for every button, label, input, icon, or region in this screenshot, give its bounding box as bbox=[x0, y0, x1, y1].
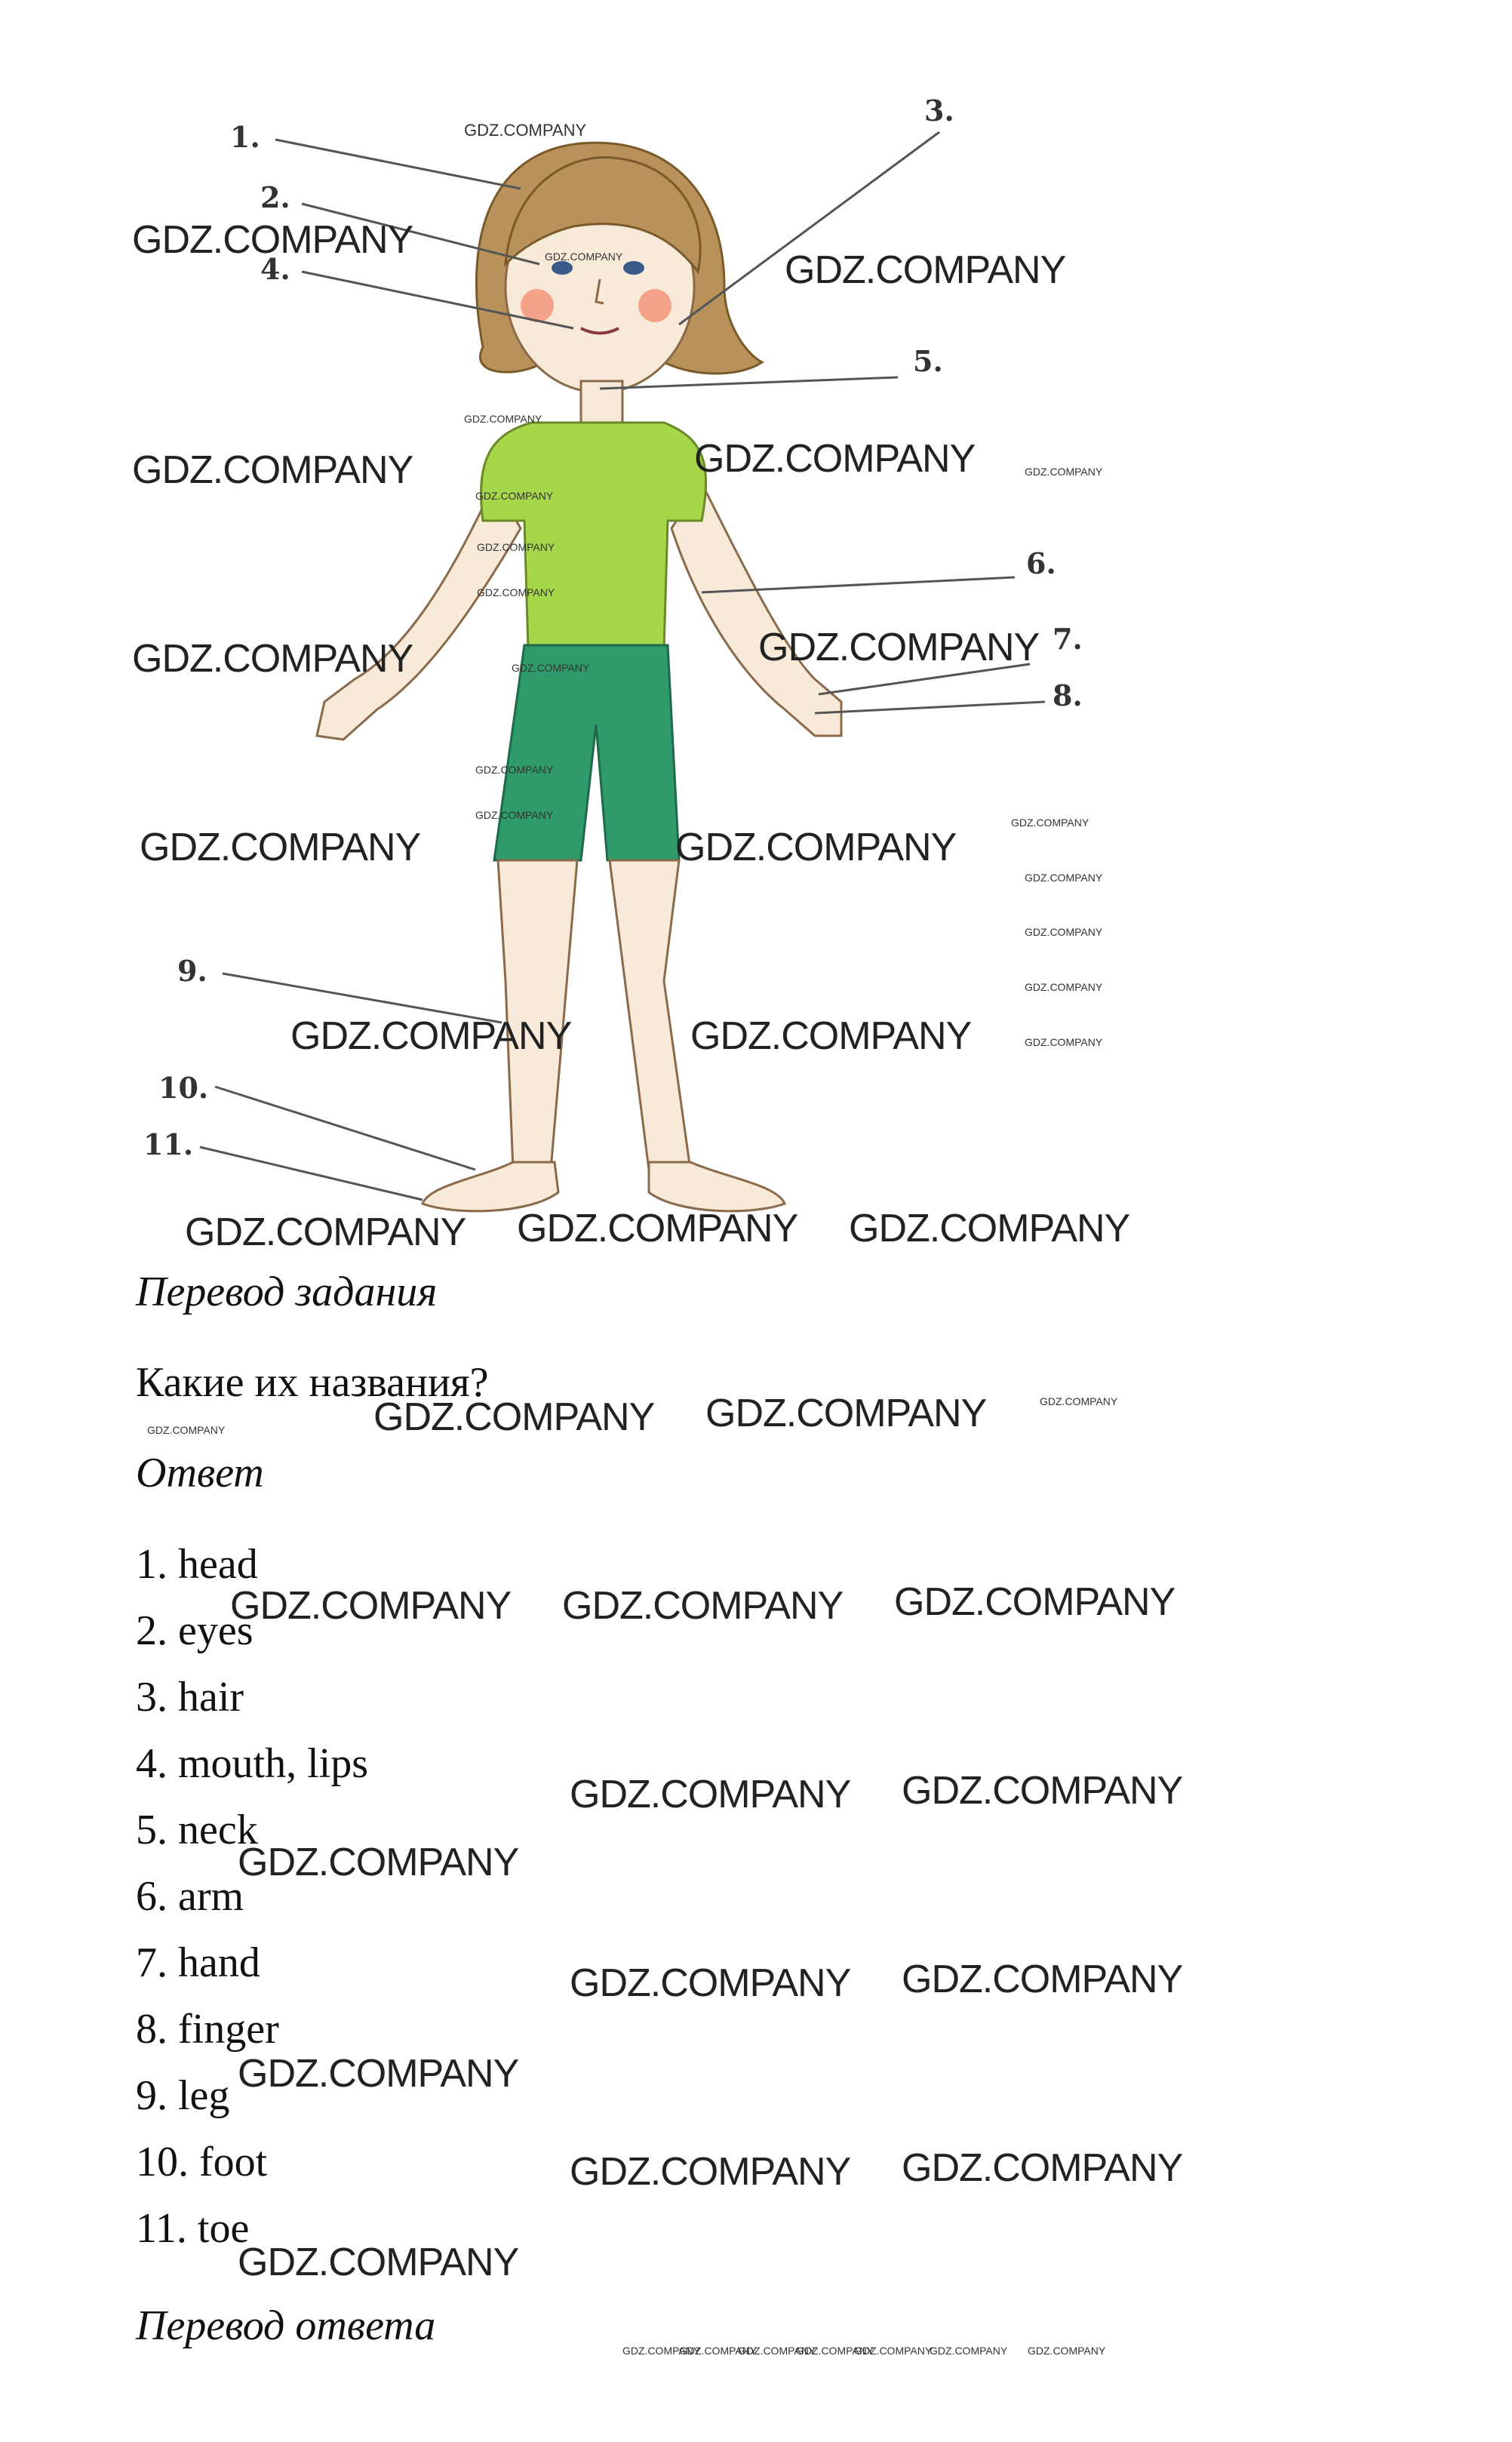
watermark: GDZ.COMPANY bbox=[694, 437, 976, 481]
label-5: 5. bbox=[913, 344, 943, 378]
watermark: GDZ.COMPANY bbox=[570, 2150, 851, 2194]
right-foot bbox=[649, 1162, 785, 1211]
watermark: GDZ.COMPANY bbox=[690, 1014, 972, 1058]
answer-item: 5. neck bbox=[136, 1807, 258, 1853]
watermark: GDZ.COMPANY bbox=[562, 1584, 844, 1628]
watermark: GDZ.COMPANY bbox=[132, 637, 413, 681]
watermark: GDZ.COMPANY bbox=[477, 541, 555, 553]
watermark: GDZ.COMPANY bbox=[147, 1424, 226, 1436]
label-6: 6. bbox=[1026, 546, 1056, 580]
watermark: GDZ.COMPANY bbox=[140, 826, 421, 869]
watermark: GDZ.COMPANY bbox=[570, 1773, 851, 1816]
label-1: 1. bbox=[230, 120, 260, 154]
label-7: 7. bbox=[1053, 622, 1083, 656]
watermark: GDZ.COMPANY bbox=[545, 251, 623, 263]
watermark: GDZ.COMPANY bbox=[475, 764, 554, 776]
label-10: 10. bbox=[158, 1071, 209, 1105]
watermark: GDZ.COMPANY bbox=[849, 1207, 1130, 1250]
watermark: GDZ.COMPANY bbox=[902, 1769, 1183, 1813]
answer-item: 3. hair bbox=[136, 1674, 244, 1721]
watermark: GDZ.COMPANY bbox=[796, 2345, 874, 2357]
watermark: GDZ.COMPANY bbox=[1025, 466, 1103, 478]
answer-item: 7. hand bbox=[136, 1939, 260, 1986]
watermark: GDZ.COMPANY bbox=[1025, 872, 1103, 884]
watermark: GDZ.COMPANY bbox=[477, 586, 555, 598]
shorts bbox=[494, 645, 679, 860]
watermark: GDZ.COMPANY bbox=[1028, 2345, 1106, 2357]
label-9: 9. bbox=[177, 954, 207, 988]
watermarks-text-area bbox=[0, 1268, 1512, 2442]
watermark: GDZ.COMPANY bbox=[679, 2345, 758, 2357]
watermark: GDZ.COMPANY bbox=[512, 662, 590, 674]
watermark: GDZ.COMPANY bbox=[1025, 1036, 1103, 1048]
label-3: 3. bbox=[924, 94, 954, 128]
label-8: 8. bbox=[1053, 678, 1083, 712]
watermark: GDZ.COMPANY bbox=[238, 2052, 519, 2096]
answer-item: 1. head bbox=[136, 1541, 258, 1588]
watermark: GDZ.COMPANY bbox=[930, 2345, 1008, 2357]
label-11: 11. bbox=[143, 1127, 194, 1161]
watermark: GDZ.COMPANY bbox=[570, 1961, 851, 2005]
task-translation-heading: Перевод задания bbox=[136, 1269, 438, 1315]
watermark: GDZ.COMPANY bbox=[902, 2146, 1183, 2190]
watermark: GDZ.COMPANY bbox=[185, 1210, 466, 1254]
watermark: GDZ.COMPANY bbox=[373, 1395, 655, 1439]
watermark: GDZ.COMPANY bbox=[854, 2345, 933, 2357]
task-question: Какие их названия? bbox=[136, 1359, 489, 1406]
answer-item: 8. finger bbox=[136, 2006, 279, 2053]
watermark: GDZ.COMPANY bbox=[464, 413, 542, 425]
answer-item: 9. leg bbox=[136, 2072, 230, 2119]
watermark: GDZ.COMPANY bbox=[238, 2241, 519, 2284]
answer-item: 2. eyes bbox=[136, 1607, 254, 1654]
watermark: GDZ.COMPANY bbox=[758, 626, 1040, 669]
answer-heading: Ответ bbox=[136, 1450, 264, 1496]
watermark: GDZ.COMPANY bbox=[475, 809, 554, 821]
right-eye bbox=[623, 261, 644, 275]
answer-translation-heading: Перевод ответа bbox=[136, 2302, 436, 2349]
watermark: GDZ.COMPANY bbox=[785, 248, 1066, 292]
watermark: GDZ.COMPANY bbox=[1011, 817, 1089, 829]
left-eye bbox=[552, 261, 573, 275]
watermark: GDZ.COMPANY bbox=[475, 490, 554, 502]
left-foot bbox=[423, 1162, 558, 1211]
right-cheek bbox=[638, 289, 671, 322]
watermark: GDZ.COMPANY bbox=[1025, 926, 1103, 938]
label-2: 2. bbox=[260, 180, 290, 214]
label-4: 4. bbox=[260, 252, 290, 286]
watermark: GDZ.COMPANY bbox=[622, 2345, 701, 2357]
watermark: GDZ.COMPANY bbox=[675, 826, 957, 869]
answer-item: 11. toe bbox=[136, 2205, 250, 2252]
watermark: GDZ.COMPANY bbox=[902, 1958, 1183, 2001]
watermark: GDZ.COMPANY bbox=[1025, 981, 1103, 993]
watermark: GDZ.COMPANY bbox=[238, 1841, 519, 1884]
answer-item: 6. arm bbox=[136, 1873, 244, 1920]
answer-item: 4. mouth, lips bbox=[136, 1740, 369, 1787]
watermark: GDZ.COMPANY bbox=[894, 1580, 1175, 1624]
watermark: GDZ.COMPANY bbox=[132, 448, 413, 492]
watermark: GDZ.COMPANY bbox=[1040, 1395, 1118, 1407]
watermark: GDZ.COMPANY bbox=[705, 1392, 987, 1435]
watermark: GDZ.COMPANY bbox=[464, 121, 587, 140]
watermark: GDZ.COMPANY bbox=[230, 1584, 512, 1628]
watermark: GDZ.COMPANY bbox=[290, 1014, 572, 1058]
answer-item: 10. foot bbox=[136, 2139, 268, 2185]
watermark: GDZ.COMPANY bbox=[517, 1207, 798, 1250]
right-leg bbox=[610, 860, 690, 1170]
watermark: GDZ.COMPANY bbox=[132, 218, 413, 262]
watermark: GDZ.COMPANY bbox=[738, 2345, 816, 2357]
